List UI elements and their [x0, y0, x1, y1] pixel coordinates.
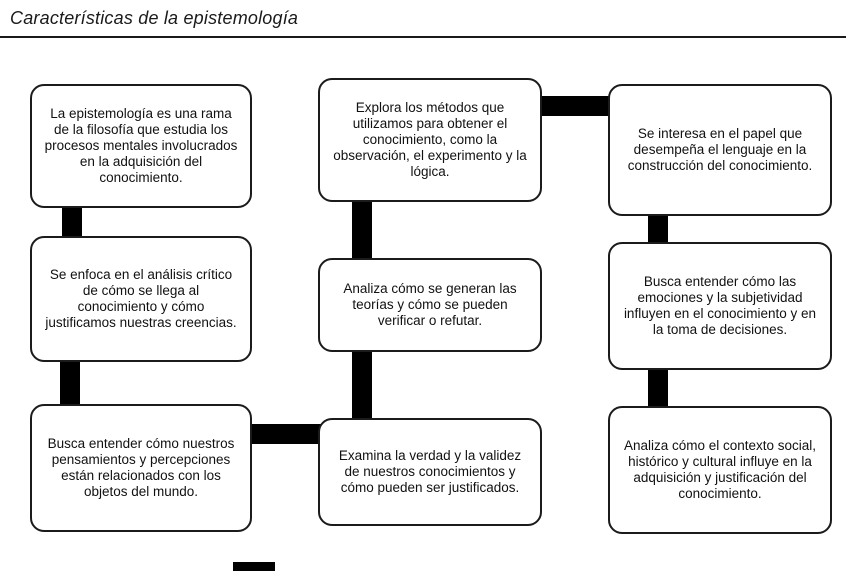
- page-title: Características de la epistemología: [10, 8, 299, 28]
- connector-top-col2-col3: [538, 96, 612, 116]
- node-text: Examina la verdad y la validez de nuestros conocimientos y cómo pueden ser justificados.: [338, 447, 522, 496]
- node-analisis-critico: [30, 236, 252, 362]
- node-papel-lenguaje: [608, 84, 832, 216]
- title-underline: [0, 36, 846, 38]
- connector-col1-row2-row3: [60, 358, 80, 408]
- connector-col2-row2-row3: [352, 348, 372, 422]
- node-text: Se enfoca en el análisis crítico de cómo se llega al conocimiento y cómo justificamos nuestras creencias.: [45, 266, 237, 331]
- connector-bottom-col1-col2: [248, 424, 322, 444]
- node-text: La epistemología es una rama de la filosofía que estudia los procesos mentales involucrados en la adquisición del conocimiento.: [44, 105, 238, 186]
- connector-col3-row2-row3: [648, 366, 668, 410]
- node-verdad-validez: [318, 418, 542, 526]
- node-metodos-conocimiento: [318, 78, 542, 202]
- node-teorias-verificar: [318, 258, 542, 352]
- node-text: Explora los métodos que utilizamos para obtener el conocimiento, como la observación, el experimento y la lógica.: [333, 99, 527, 180]
- connector-col3-row1-row2: [648, 212, 668, 246]
- node-text: Se interesa en el papel que desempeña el lenguaje en la construcción del conocimiento.: [627, 125, 813, 174]
- node-text: Analiza cómo se generan las teorías y cómo se pueden verificar o refutar.: [343, 280, 517, 329]
- node-emociones-subjetividad: [608, 242, 832, 370]
- node-text: Analiza cómo el contexto social, histórico y cultural influye en la adquisición y justificación del conocimiento.: [623, 437, 817, 502]
- connector-col2-row1-row2: [352, 198, 372, 262]
- connector-col1-row1-row2: [62, 204, 82, 240]
- node-pensamientos-objetos: [30, 404, 252, 532]
- node-definicion-epistemologia: [30, 84, 252, 208]
- node-text: Busca entender cómo nuestros pensamientos y percepciones están relacionados con los objetos del mundo.: [47, 435, 235, 500]
- node-contexto-social: [608, 406, 832, 534]
- connector-bottom-fragment: [233, 562, 275, 571]
- node-text: Busca entender cómo las emociones y la subjetividad influyen en el conocimiento y en la toma de decisiones.: [623, 273, 817, 338]
